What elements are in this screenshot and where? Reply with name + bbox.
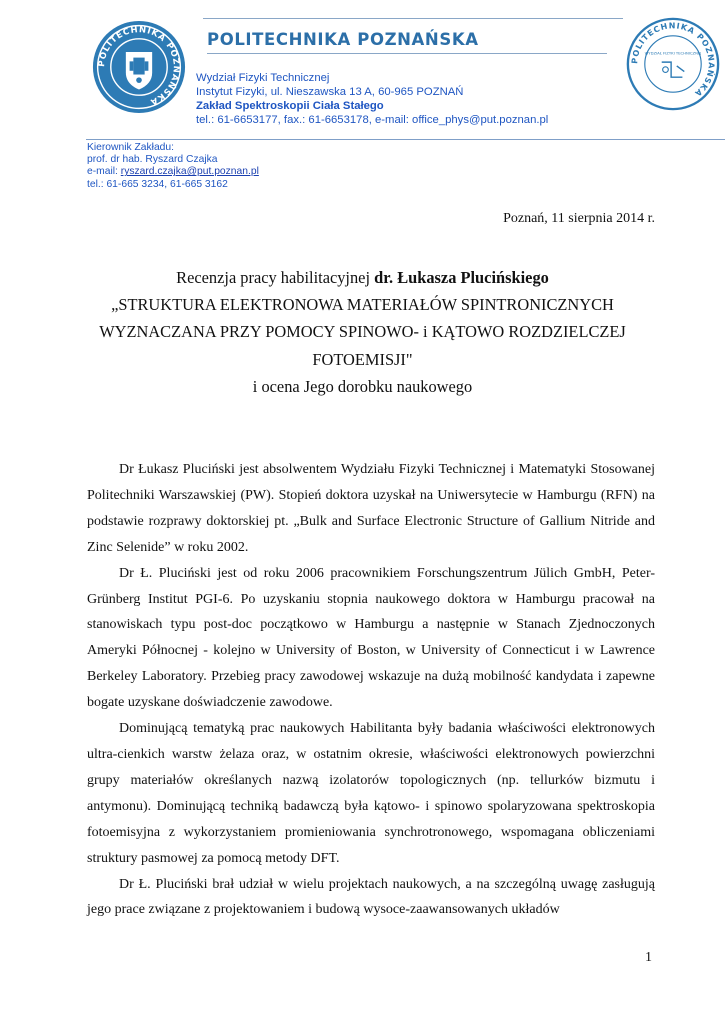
page-number: 1 [645,950,652,965]
right-seal-text: POLITECHNIKA POZNAŃSKA [630,21,716,99]
head-title: Kierownik Zakładu: [87,142,174,153]
header-rule-mid [207,53,607,54]
header-rule-top [203,18,623,19]
university-seal-icon [92,20,186,114]
paragraph: Dr Łukasz Pluciński jest absolwentem Wydziału Fizyki Technicznej i Matematyki Stosowanej Politechniki Warszawskiej (PW). Stopień doktora uzyskał na Uniwersytecie w Hamburgu (RFN) na podstawie rozprawy doktorskiej pt. „Bulk and Surface Electronic Structure of Gallium Nitride and Zinc Selenide” w roku 2002. [87,462,655,555]
head-email-label: e-mail: [87,166,121,178]
faculty-name: Wydział Fizyki Technicznej [196,72,330,84]
seal-text: POLITECHNIKA POZNAŃSKA [96,24,182,108]
institute-contact: tel.: 61-6653177, fax.: 61-6653178, e-mail: office_phys@put.poznan.pl [196,114,549,126]
university-seal-left [92,20,186,114]
head-email-link[interactable]: ryszard.czajka@put.poznan.pl [120,166,259,178]
review-body [87,457,655,923]
institute-address: Instytut Fizyki, ul. Nieszawska 13 A, 60-965 POZNAŃ [196,86,464,98]
head-phone: tel.: 61-665 3234, 61-665 3162 [87,178,228,190]
head-email-line [87,166,259,178]
right-seal-inner-text: WYDZIAŁ FIZYKI TECHNICZNEJ [644,51,702,56]
title-line-5: i ocena Jego dorobku naukowego [252,376,473,396]
institute-info [196,71,548,127]
document-date: Poznań, 11 sierpnia 2014 r. [503,211,655,226]
paragraph: Dr Ł. Pluciński jest od roku 2006 pracownikiem Forschungszentrum Jülich GmbH, Peter-Grünberg Institut PGI-6. Po uzyskaniu stopnia naukowego doktora w Hamburgu pracował na stanowiskach typu post-doc początkowo w Hamburgu a następnie w Stanach Zjednoczonych Ameryki Północnej - kolejno w University of Boston, w University of Connecticut i w Lawrence Berkeley Laboratory. Przebieg pracy zawodowej wskazuje na dużą mobilność kandydata i zapewne bogate uzyskane doświadczenie zawodowe. [87,565,655,711]
paragraph: Dr Ł. Pluciński brał udział w wielu projektach naukowych, a na szczególną uwagę zasługują jego prace związane z projektowaniem i budową wysoce-zaawansowanych układów [87,876,655,918]
candidate-name: dr. Łukasza Plucińskiego [374,268,549,287]
title-line-1 [80,264,645,291]
paragraph: Dominującą tematyką prac naukowych Habilitanta były badania właściwości elektronowych ultra-cienkich warstw żelaza oraz, w ostatnim okresie, właściwości elektronowych powierzchni grupy materiałów określanych nazwą izolatorów topologicznych (np. tellurków bizmutu i antymonu). Dominującą techniką badawczą była kątowo- i spinowo spolaryzowana spektroskopia fotoemisyjna z wykorzystaniem promieniowania synchrotronowego, wspomagana obliczeniami struktury pasmowej za pomocą metody DFT. [87,721,655,866]
head-of-department [87,142,259,191]
faculty-seal-right [626,17,720,111]
header-divider [86,139,725,140]
title-prefix: Recenzja pracy habilitacyjnej [176,268,375,287]
university-brand: POLITECHNIKA POZNAŃSKA [207,30,479,49]
title-line-3: WYZNACZANA PRZY POMOCY SPINOWO- i KĄTOWO ROZDZIELCZEJ [99,322,626,342]
head-name: prof. dr hab. Ryszard Czajka [87,154,218,166]
review-title [80,264,645,400]
faculty-seal-icon [626,17,720,111]
department-name: Zakład Spektroskopii Ciała Stałego [196,100,384,112]
title-line-4: FOTOEMISJI" [312,349,413,369]
title-line-2: „STRUKTURA ELEKTRONOWA MATERIAŁÓW SPINTRONICZNYCH [111,295,614,315]
